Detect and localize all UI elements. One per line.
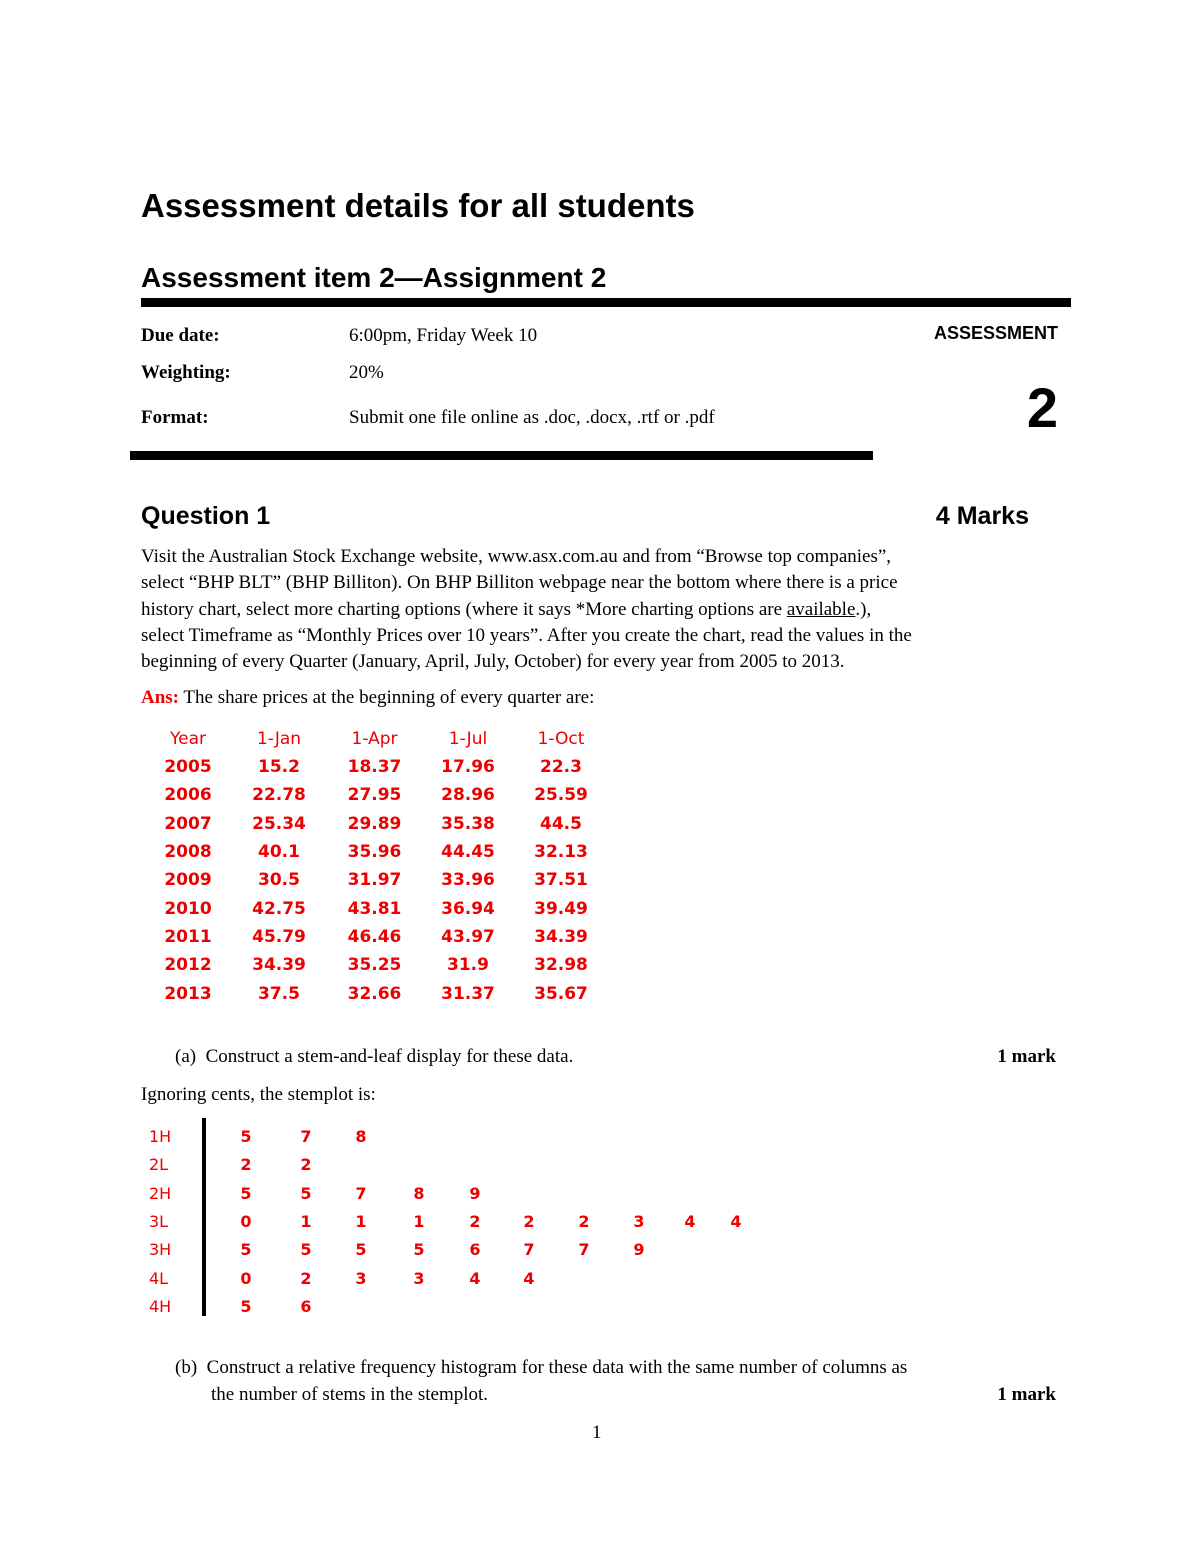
leaf-value: 5 bbox=[240, 1183, 252, 1203]
stemplot-divider bbox=[202, 1118, 206, 1316]
link-suffix: .), bbox=[855, 598, 872, 620]
share-price-table bbox=[146, 725, 607, 1008]
year-cell: 2013 bbox=[164, 983, 212, 1004]
page-subtitle: Assessment item 2—Assignment 2 bbox=[141, 262, 607, 293]
answer-intro bbox=[141, 687, 594, 709]
price-cell: 40.1 bbox=[258, 842, 300, 863]
year-cell: 2009 bbox=[164, 870, 212, 891]
price-cell: 27.95 bbox=[347, 785, 402, 806]
price-cell: 35.38 bbox=[441, 813, 495, 834]
table-row bbox=[146, 894, 607, 922]
leaf-value: 5 bbox=[413, 1240, 425, 1260]
price-cell: 32.66 bbox=[347, 983, 402, 1004]
leaf-value: 7 bbox=[300, 1127, 312, 1146]
leaf-value: 5 bbox=[355, 1240, 367, 1260]
due-date-value: 6:00pm, Friday Week 10 bbox=[349, 325, 538, 346]
table-row bbox=[146, 923, 607, 951]
price-cell: 44.5 bbox=[540, 813, 582, 834]
price-cell: 42.75 bbox=[252, 898, 306, 919]
leaf-value: 7 bbox=[578, 1240, 590, 1260]
leaf-value: 2 bbox=[300, 1268, 312, 1288]
part-b-marks: 1 mark bbox=[997, 1384, 1056, 1405]
price-cell: 37.51 bbox=[534, 870, 588, 891]
year-cell: 2010 bbox=[164, 898, 212, 919]
leaf-value: 4 bbox=[730, 1211, 742, 1231]
stem-label: 4H bbox=[149, 1296, 172, 1316]
leaf-value: 6 bbox=[469, 1240, 481, 1260]
price-cell: 34.39 bbox=[534, 926, 588, 947]
price-cell: 31.37 bbox=[441, 983, 495, 1004]
leaf-value: 5 bbox=[300, 1240, 312, 1260]
header-cell: Year bbox=[170, 729, 206, 749]
assessment-number: 2 bbox=[1026, 376, 1058, 439]
price-cell: 32.13 bbox=[534, 842, 588, 863]
question-1-line: beginning of every Quarter (January, April, July, October) for every year from 2005 to 2013. bbox=[141, 651, 845, 673]
year-cell: 2008 bbox=[164, 842, 212, 863]
table-row bbox=[146, 781, 607, 809]
leaf-value: 8 bbox=[355, 1127, 367, 1146]
price-cell: 37.5 bbox=[258, 983, 300, 1004]
question-1-line: Visit the Australian Stock Exchange website, www.asx.com.au and from “Browse top companies”, bbox=[141, 546, 892, 567]
table-row bbox=[146, 753, 607, 781]
leaf-value: 2 bbox=[300, 1155, 312, 1175]
part-b-line-1 bbox=[175, 1357, 907, 1379]
question-1-line: select Timeframe as “Monthly Prices over 10 years”. After you create the chart, read the values in the bbox=[141, 624, 912, 646]
due-date-label: Due date: bbox=[141, 325, 220, 346]
price-cell: 35.96 bbox=[347, 842, 402, 863]
page-number: 1 bbox=[592, 1422, 602, 1443]
question-1-line-text: history chart, select more charting options (where it says *More charting options are bbox=[141, 598, 787, 620]
price-cell: 31.97 bbox=[347, 870, 402, 891]
price-cell: 35.67 bbox=[534, 983, 588, 1004]
price-cell: 33.96 bbox=[441, 870, 495, 891]
price-cell: 32.98 bbox=[534, 955, 588, 976]
weighting-label: Weighting: bbox=[141, 362, 231, 383]
stemplot-intro: Ignoring cents, the stemplot is: bbox=[141, 1084, 376, 1105]
price-cell: 28.96 bbox=[441, 785, 495, 806]
leaf-value: 0 bbox=[240, 1268, 252, 1288]
table-header-row bbox=[146, 725, 607, 753]
price-cell: 22.78 bbox=[252, 785, 306, 806]
year-cell: 2012 bbox=[164, 955, 212, 976]
part-a-marks: 1 mark bbox=[997, 1046, 1056, 1067]
header-cell: 1-Oct bbox=[537, 729, 585, 749]
leaf-value: 5 bbox=[240, 1296, 252, 1316]
price-cell: 25.34 bbox=[252, 813, 306, 834]
price-cell: 18.37 bbox=[347, 757, 402, 778]
part-b-line-2: the number of stems in the stemplot. bbox=[211, 1384, 489, 1405]
weighting-value: 20% bbox=[349, 362, 384, 383]
year-cell: 2005 bbox=[164, 757, 212, 778]
price-cell: 43.97 bbox=[441, 926, 495, 947]
header-cell: 1-Jan bbox=[256, 729, 302, 749]
price-cell: 34.39 bbox=[252, 955, 306, 976]
format-value: Submit one file online as .doc, .docx, .rtf or .pdf bbox=[349, 407, 715, 428]
available-link[interactable]: available bbox=[786, 598, 856, 620]
leaf-value: 1 bbox=[355, 1211, 367, 1231]
format-label: Format: bbox=[141, 407, 209, 428]
leaf-value: 1 bbox=[413, 1211, 425, 1231]
price-cell: 29.89 bbox=[347, 813, 402, 834]
stem-label: 2L bbox=[149, 1155, 169, 1175]
price-cell: 35.25 bbox=[347, 955, 402, 976]
price-cell: 17.96 bbox=[441, 757, 495, 778]
question-1-title: Question 1 bbox=[141, 502, 271, 530]
part-a-label: (a) bbox=[175, 1046, 197, 1067]
leaf-value: 4 bbox=[684, 1211, 696, 1231]
leaf-value: 5 bbox=[240, 1240, 252, 1260]
price-cell: 22.3 bbox=[540, 757, 582, 778]
price-cell: 44.45 bbox=[441, 842, 495, 863]
question-1-body bbox=[141, 544, 1071, 675]
leaf-value: 7 bbox=[523, 1240, 535, 1260]
price-cell: 36.94 bbox=[441, 898, 495, 919]
question-1-line bbox=[141, 597, 1071, 623]
price-cell: 15.2 bbox=[258, 757, 300, 778]
part-a-question: Construct a stem-and-leaf display for these data. bbox=[205, 1046, 574, 1067]
price-cell: 39.49 bbox=[534, 898, 588, 919]
leaf-value: 2 bbox=[523, 1211, 535, 1231]
leaf-value: 2 bbox=[578, 1211, 590, 1231]
leaf-value: 6 bbox=[300, 1296, 312, 1316]
leaf-value: 3 bbox=[633, 1211, 645, 1231]
leaf-value: 1 bbox=[300, 1211, 312, 1231]
page-title: Assessment details for all students bbox=[141, 187, 695, 224]
answer-text: The share prices at the beginning of every quarter are: bbox=[179, 687, 595, 708]
price-cell: 43.81 bbox=[347, 898, 402, 919]
leaf-value: 9 bbox=[633, 1240, 645, 1260]
table-row bbox=[146, 810, 607, 838]
leaf-value: 2 bbox=[469, 1211, 481, 1231]
table-row bbox=[146, 951, 607, 979]
leaf-value: 4 bbox=[469, 1268, 481, 1288]
stem-label: 4L bbox=[149, 1268, 169, 1288]
stem-label: 3H bbox=[149, 1240, 172, 1260]
price-cell: 46.46 bbox=[347, 926, 402, 947]
question-1-line: select “BHP BLT” (BHP Billiton). On BHP Billiton webpage near the bottom where there is a price bbox=[141, 572, 898, 594]
table-row bbox=[146, 866, 607, 894]
year-cell: 2006 bbox=[164, 785, 212, 806]
answer-label: Ans: bbox=[141, 687, 180, 708]
leaf-value: 7 bbox=[355, 1183, 367, 1203]
price-cell: 30.5 bbox=[258, 870, 300, 891]
table-row bbox=[146, 838, 607, 866]
assessment-label: ASSESSMENT bbox=[933, 323, 1058, 343]
leaf-value: 5 bbox=[240, 1127, 252, 1146]
top-divider bbox=[141, 298, 1071, 307]
leaf-value: 3 bbox=[413, 1268, 425, 1288]
header-cell: 1-Apr bbox=[351, 729, 398, 749]
part-b-label: (b) bbox=[175, 1357, 198, 1378]
price-cell: 25.59 bbox=[534, 785, 588, 806]
leaf-value: 3 bbox=[355, 1268, 367, 1288]
leaf-value: 2 bbox=[240, 1155, 252, 1175]
table-row bbox=[146, 979, 607, 1007]
leaf-value: 4 bbox=[523, 1268, 535, 1288]
stem-label: 2H bbox=[149, 1183, 172, 1203]
year-cell: 2011 bbox=[164, 926, 212, 947]
year-cell: 2007 bbox=[164, 813, 212, 834]
price-cell: 31.9 bbox=[447, 955, 489, 976]
stem-label: 3L bbox=[149, 1211, 169, 1231]
part-a-text bbox=[175, 1046, 573, 1068]
leaf-value: 5 bbox=[300, 1183, 312, 1203]
leaf-value: 8 bbox=[413, 1183, 425, 1203]
leaf-value: 9 bbox=[469, 1183, 481, 1203]
part-b-question: Construct a relative frequency histogram for these data with the same number of columns as bbox=[206, 1357, 908, 1378]
table-body bbox=[146, 753, 607, 1008]
price-cell: 45.79 bbox=[252, 926, 306, 947]
bottom-divider bbox=[130, 451, 873, 460]
leaf-value: 0 bbox=[240, 1211, 252, 1231]
header-cell: 1-Jul bbox=[448, 729, 488, 749]
question-1-marks: 4 Marks bbox=[935, 502, 1029, 530]
stem-label: 1H bbox=[149, 1127, 172, 1146]
